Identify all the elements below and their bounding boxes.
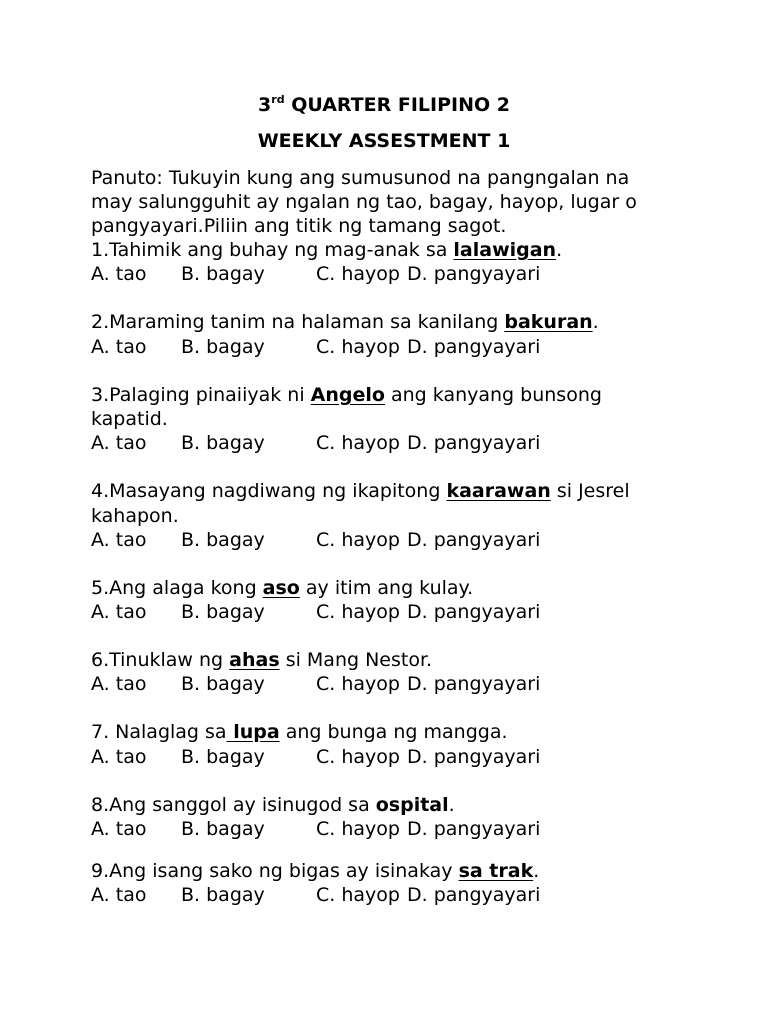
answer-choices xyxy=(91,335,711,359)
choice-c: C. hayop xyxy=(316,432,400,454)
choice-d: D. pangyayari xyxy=(407,432,541,454)
choice-d: D. pangyayari xyxy=(407,263,541,285)
answer-choices xyxy=(91,262,711,286)
choice-c: C. hayop xyxy=(316,884,400,906)
question-2: 2.Maraming tanim na halaman sa kanilang bakuran. xyxy=(91,311,599,333)
choice-b: B. bagay xyxy=(181,336,265,358)
question-6: 6.Tinuklaw ng ahas si Mang Nestor. xyxy=(91,649,433,671)
choice-b: B. bagay xyxy=(181,601,265,623)
underlined-noun: Angelo xyxy=(310,384,385,406)
choice-d: D. pangyayari xyxy=(407,336,541,358)
choice-b: B. bagay xyxy=(181,263,265,285)
underlined-noun: sa trak xyxy=(458,860,534,882)
instructions-line: may salungguhit ay ngalan ng tao, bagay, hayop, lugar o xyxy=(91,191,637,213)
choice-b: B. bagay xyxy=(181,673,265,695)
question-7: 7. Nalaglag sa lupa ang bunga ng mangga. xyxy=(91,721,508,743)
choice-a: A. tao xyxy=(91,336,147,358)
answer-choices xyxy=(91,528,711,552)
choice-d: D. pangyayari xyxy=(407,746,541,768)
choice-a: A. tao xyxy=(91,818,147,840)
choice-a: A. tao xyxy=(91,884,147,906)
answer-choices xyxy=(91,431,711,455)
choice-d: D. pangyayari xyxy=(407,673,541,695)
underlined-noun: kaarawan xyxy=(446,480,551,502)
underlined-noun: lalawigan xyxy=(453,239,557,261)
choice-a: A. tao xyxy=(91,263,147,285)
question-5: 5.Ang alaga kong aso ay itim ang kulay. xyxy=(91,577,474,599)
choice-d: D. pangyayari xyxy=(407,601,541,623)
choice-b: B. bagay xyxy=(181,529,265,551)
answer-choices xyxy=(91,745,711,769)
question-3-continuation: kapatid. xyxy=(91,408,168,430)
instructions-line: Panuto: Tukuyin kung ang sumusunod na pangngalan na xyxy=(91,167,630,189)
choice-c: C. hayop xyxy=(316,263,400,285)
question-4-continuation: kahapon. xyxy=(91,505,179,527)
underlined-noun: lupa xyxy=(226,721,280,743)
question-3: 3.Palaging pinaiiyak ni Angelo ang kanyang bunsong xyxy=(91,384,602,406)
question-9: 9.Ang isang sako ng bigas ay isinakay sa trak. xyxy=(91,860,540,882)
choice-c: C. hayop xyxy=(316,336,400,358)
choice-a: A. tao xyxy=(91,601,147,623)
choice-a: A. tao xyxy=(91,529,147,551)
answer-choices xyxy=(91,600,711,624)
choice-d: D. pangyayari xyxy=(407,529,541,551)
answer-choices xyxy=(91,672,711,696)
answer-choices xyxy=(91,883,711,907)
choice-b: B. bagay xyxy=(181,818,265,840)
choice-d: D. pangyayari xyxy=(407,884,541,906)
question-4: 4.Masayang nagdiwang ng ikapitong kaarawan si Jesrel xyxy=(91,480,630,502)
choice-b: B. bagay xyxy=(181,884,265,906)
choice-c: C. hayop xyxy=(316,746,400,768)
choice-b: B. bagay xyxy=(181,746,265,768)
underlined-noun: bakuran xyxy=(504,311,593,333)
choice-b: B. bagay xyxy=(181,432,265,454)
choice-c: C. hayop xyxy=(316,673,400,695)
choice-a: A. tao xyxy=(91,432,147,454)
choice-a: A. tao xyxy=(91,746,147,768)
instructions-line: pangyayari.Piliin ang titik ng tamang sagot. xyxy=(91,215,507,237)
choice-c: C. hayop xyxy=(316,818,400,840)
answer-choices xyxy=(91,817,711,841)
question-1: 1.Tahimik ang buhay ng mag-anak sa lalawigan. xyxy=(91,239,563,261)
question-8: 8.Ang sanggol ay isinugod sa ospital. xyxy=(91,794,455,816)
underlined-noun: ahas xyxy=(229,649,280,671)
choice-c: C. hayop xyxy=(316,601,400,623)
underlined-noun: aso xyxy=(262,577,300,599)
bold-noun: ospital xyxy=(375,794,449,816)
choice-a: A. tao xyxy=(91,673,147,695)
choice-c: C. hayop xyxy=(316,529,400,551)
page-subtitle: WEEKLY ASSESTMENT 1 xyxy=(257,130,511,152)
page-title: 3rd QUARTER FILIPINO 2 xyxy=(258,93,510,116)
choice-d: D. pangyayari xyxy=(407,818,541,840)
